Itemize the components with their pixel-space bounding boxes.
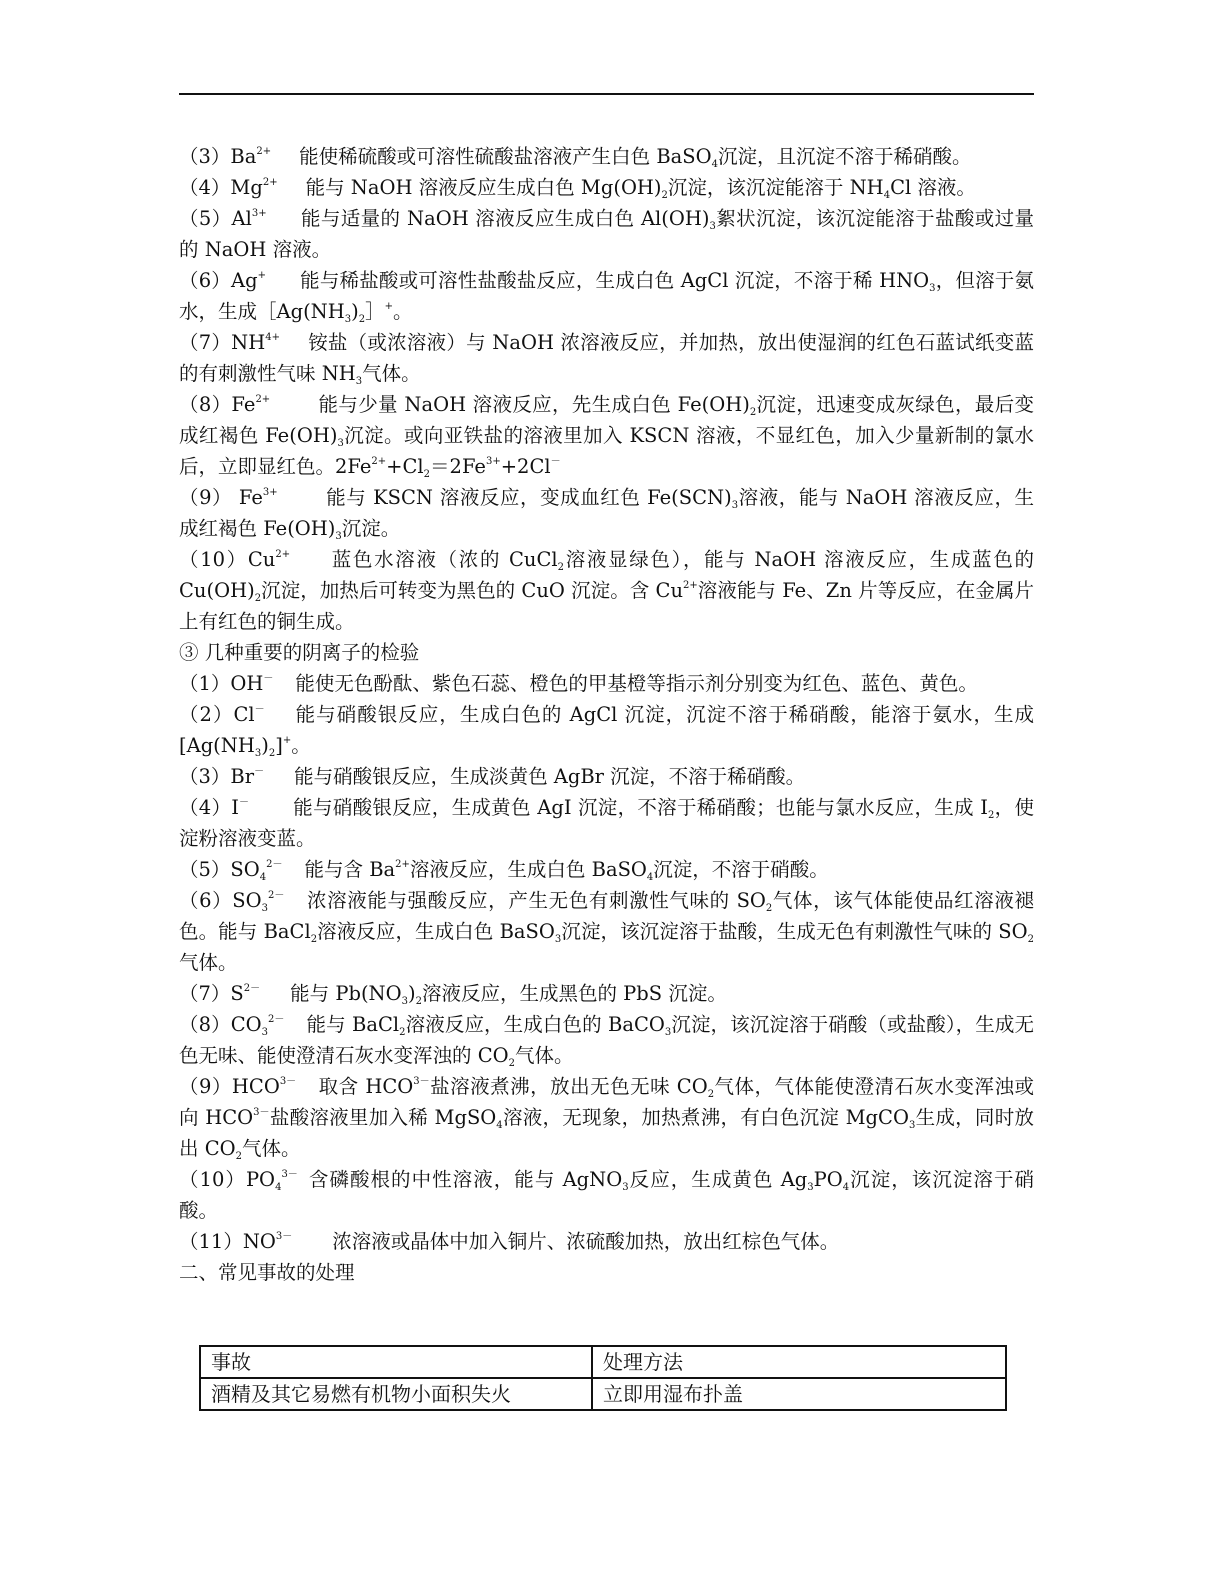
test-description: 铵盐（或浓溶液）与 NaOH 浓溶液反应，并加热，放出使湿润的红色石蓝试纸变蓝的有刺激性气味 $NH_3$气体。 (179, 331, 1034, 387)
ion-label: （6）SO (179, 889, 262, 912)
cation-test-item (179, 389, 1034, 482)
ion-charge: 4+ (265, 332, 280, 343)
ion-charge: 3－ (281, 1169, 298, 1180)
ion-charge: 2+ (262, 177, 278, 188)
test-description: 能与硝酸银反应，生成黄色 AgI 沉淀，不溶于稀硝酸；也能与氯水反应，生成 $I_2$，使淀粉溶液变蓝。 (179, 796, 1034, 850)
test-description: 蓝色水溶液（浓的 CuCl$_2$溶液显绿色），能与 NaOH 溶液反应，生成蓝色的 $Cu(OH)_2$沉淀，加热后可转变为黑色的 CuO 沉淀。含 $Cu^{2+}$溶液能与 Fe、Zn 片等反应，在金属片上有红色的铜生成。 (179, 548, 1035, 633)
anion-test-item (179, 699, 1034, 761)
anion-test-item (179, 1226, 1034, 1257)
anion-test-list (179, 668, 1034, 1257)
anion-test-item (179, 1164, 1034, 1226)
cation-test-item (179, 327, 1034, 389)
ion-charge: 3－ (279, 1076, 297, 1087)
table-header-cell: 事故 (200, 1346, 592, 1378)
anion-test-item (179, 1009, 1034, 1071)
table-cell: 酒精及其它易燃有机物小面积失火 (200, 1378, 592, 1410)
ion-label: （5）Al (179, 207, 252, 230)
ion-label: （7）S (179, 982, 244, 1005)
test-description: 浓溶液能与强酸反应，产生无色有刺激性气味的 $SO_2$气体，该气体能使品红溶液褪色。能与 BaCl$_2$溶液反应，生成白色 BaSO$_3$沉淀，该沉淀溶于盐酸，生成无色有刺激性气味的 $SO_2$气体。 (179, 889, 1035, 974)
table-cell: 立即用湿布扑盖 (592, 1378, 1006, 1410)
ion-label: （10）Cu (179, 548, 276, 571)
cation-test-item (179, 265, 1034, 327)
test-description: 能与含 $Ba^{2+}$溶液反应，生成白色 BaSO$_4$沉淀，不溶于硝酸。 (304, 858, 829, 883)
ion-charge: － (263, 673, 274, 684)
test-description: 能与稀盐酸或可溶性盐酸盐反应，生成白色 AgCl 沉淀，不溶于稀 $HNO_3$，但溶于氨水，生成$[Ag(NH_3)_2]^+$。 (179, 269, 1034, 325)
test-description: 能与少量 NaOH 溶液反应，先生成白色 $Fe(OH)_2$沉淀，迅速变成灰绿色，最后变成红褐色 $Fe(OH)_3$沉淀。或向亚铁盐的溶液里加入 KSCN 溶液，不显红色，加入少量新制的氯水后，立即显红色。$2Fe^{2+}+Cl_2=2Fe^{3+}+2Cl^-$ (179, 393, 1034, 480)
cation-test-item (179, 172, 1034, 203)
ion-charge: － (254, 704, 265, 715)
anion-test-item (179, 885, 1034, 978)
test-description: 浓溶液或晶体中加入铜片、浓硫酸加热，放出红棕色气体。 (332, 1230, 840, 1253)
ion-label: （7）NH (179, 331, 266, 354)
cation-test-item (179, 482, 1034, 544)
ion-charge: 3+ (251, 208, 267, 219)
test-description: 能与适量的 NaOH 溶液反应生成白色 $Al(OH)_3$絮状沉淀，该沉淀能溶于盐酸或过量的 NaOH 溶液。 (179, 207, 1034, 261)
test-description: 能使稀硫酸或可溶性硫酸盐溶液产生白色 BaSO$_4$沉淀，且沉淀不溶于稀硝酸。 (299, 145, 972, 170)
cation-test-item (179, 544, 1034, 637)
ion-label: （3）Ba (179, 145, 257, 168)
ion-charge: 2+ (275, 549, 291, 560)
ion-charge: + (257, 270, 266, 281)
ion-charge: 2－ (268, 890, 285, 901)
table-header-row (200, 1346, 1006, 1378)
ion-charge: 2+ (255, 394, 271, 405)
cation-test-item (179, 141, 1034, 172)
cation-test-item (179, 203, 1034, 265)
cation-test-list (179, 141, 1034, 637)
ion-charge: － (254, 766, 265, 777)
ion-label: （10）PO (179, 1168, 276, 1191)
ion-charge: 2－ (268, 1014, 285, 1025)
document-body (179, 141, 1034, 1288)
ion-label: （11）NO (179, 1230, 276, 1253)
ion-subscript: 4 (275, 1182, 282, 1193)
table-row (200, 1378, 1006, 1410)
anion-test-item (179, 854, 1034, 885)
ion-label: （9） Fe (179, 486, 263, 509)
ion-charge: 2－ (243, 983, 261, 994)
ion-label: （9）HCO (179, 1075, 280, 1098)
anion-test-item (179, 978, 1034, 1009)
anion-test-item (179, 792, 1034, 854)
anion-test-item (179, 761, 1034, 792)
test-description: 能与硝酸银反应，生成白色的 AgCl 沉淀，沉淀不溶于稀硝酸，能溶于氨水，生成$[Ag(NH_3)_2]^+$。 (179, 703, 1034, 759)
anion-test-item (179, 1071, 1034, 1164)
test-description: 能与 $Pb(NO_3)_2$溶液反应，生成黑色的 PbS 沉淀。 (290, 982, 727, 1007)
ion-subscript: 3 (261, 903, 269, 914)
ion-label: （8）Fe (179, 393, 256, 416)
ion-label: （2）Cl (179, 703, 255, 726)
test-description: 取含 $HCO^{3-}$盐溶液煮沸，放出无色无味 $CO_2$气体，气体能使澄清石灰水变浑浊或向 $HCO^{3-}$盐酸溶液里加入稀 MgSO$_4$溶液，无现象，加热煮沸，有白色沉淀 MgCO$_3$生成，同时放出 $CO_2$气体。 (179, 1075, 1034, 1162)
ion-label: （4）I (179, 796, 239, 819)
ion-charge: 3+ (262, 487, 278, 498)
ion-subscript: 3 (261, 1027, 269, 1038)
test-description: 能与 BaCl$_2$溶液反应，生成白色的 BaCO$_3$沉淀，该沉淀溶于硝酸（或盐酸），生成无色无味、能使澄清石灰水变浑浊的 $CO_2$气体。 (179, 1013, 1035, 1069)
ion-charge: 3－ (275, 1231, 293, 1242)
ion-label: （1）OH (179, 672, 264, 695)
ion-charge: 2－ (266, 859, 283, 870)
anion-test-item (179, 668, 1034, 699)
section-heading-accidents: 二、常见事故的处理 (179, 1261, 355, 1284)
ion-label: （4）Mg (179, 176, 263, 199)
ion-charge: 2+ (256, 146, 272, 157)
test-description: 能与硝酸银反应，生成淡黄色 AgBr 沉淀，不溶于稀硝酸。 (294, 765, 806, 788)
accident-handling-table (199, 1345, 1007, 1411)
test-description: 能与 NaOH 溶液反应生成白色 $Mg(OH)_2$沉淀，该沉淀能溶于 $NH_4Cl$ 溶液。 (305, 176, 976, 201)
ion-subscript: 4 (259, 872, 267, 883)
ion-label: （6）Ag (179, 269, 258, 292)
test-description: 能使无色酚酞、紫色石蕊、橙色的甲基橙等指示剂分别变为红色、蓝色、黄色。 (295, 672, 978, 695)
test-description: 能与 KSCN 溶液反应，变成血红色 $Fe(SCN)_3$溶液，能与 NaOH 溶液反应，生成红褐色 $Fe(OH)_3$沉淀。 (179, 486, 1035, 542)
table-header-cell: 处理方法 (592, 1346, 1006, 1378)
ion-charge: － (238, 797, 249, 808)
ion-label: （8）CO (179, 1013, 262, 1036)
ion-label: （3）Br (179, 765, 255, 788)
anion-section-heading: ③ 几种重要的阴离子的检验 (179, 641, 420, 664)
test-description: 含磷酸根的中性溶液，能与 AgNO$_3$反应，生成黄色 $Ag_3PO_4$沉淀，该沉淀溶于硝酸。 (179, 1168, 1035, 1222)
header-rule (179, 93, 1034, 95)
ion-label: （5）SO (179, 858, 260, 881)
